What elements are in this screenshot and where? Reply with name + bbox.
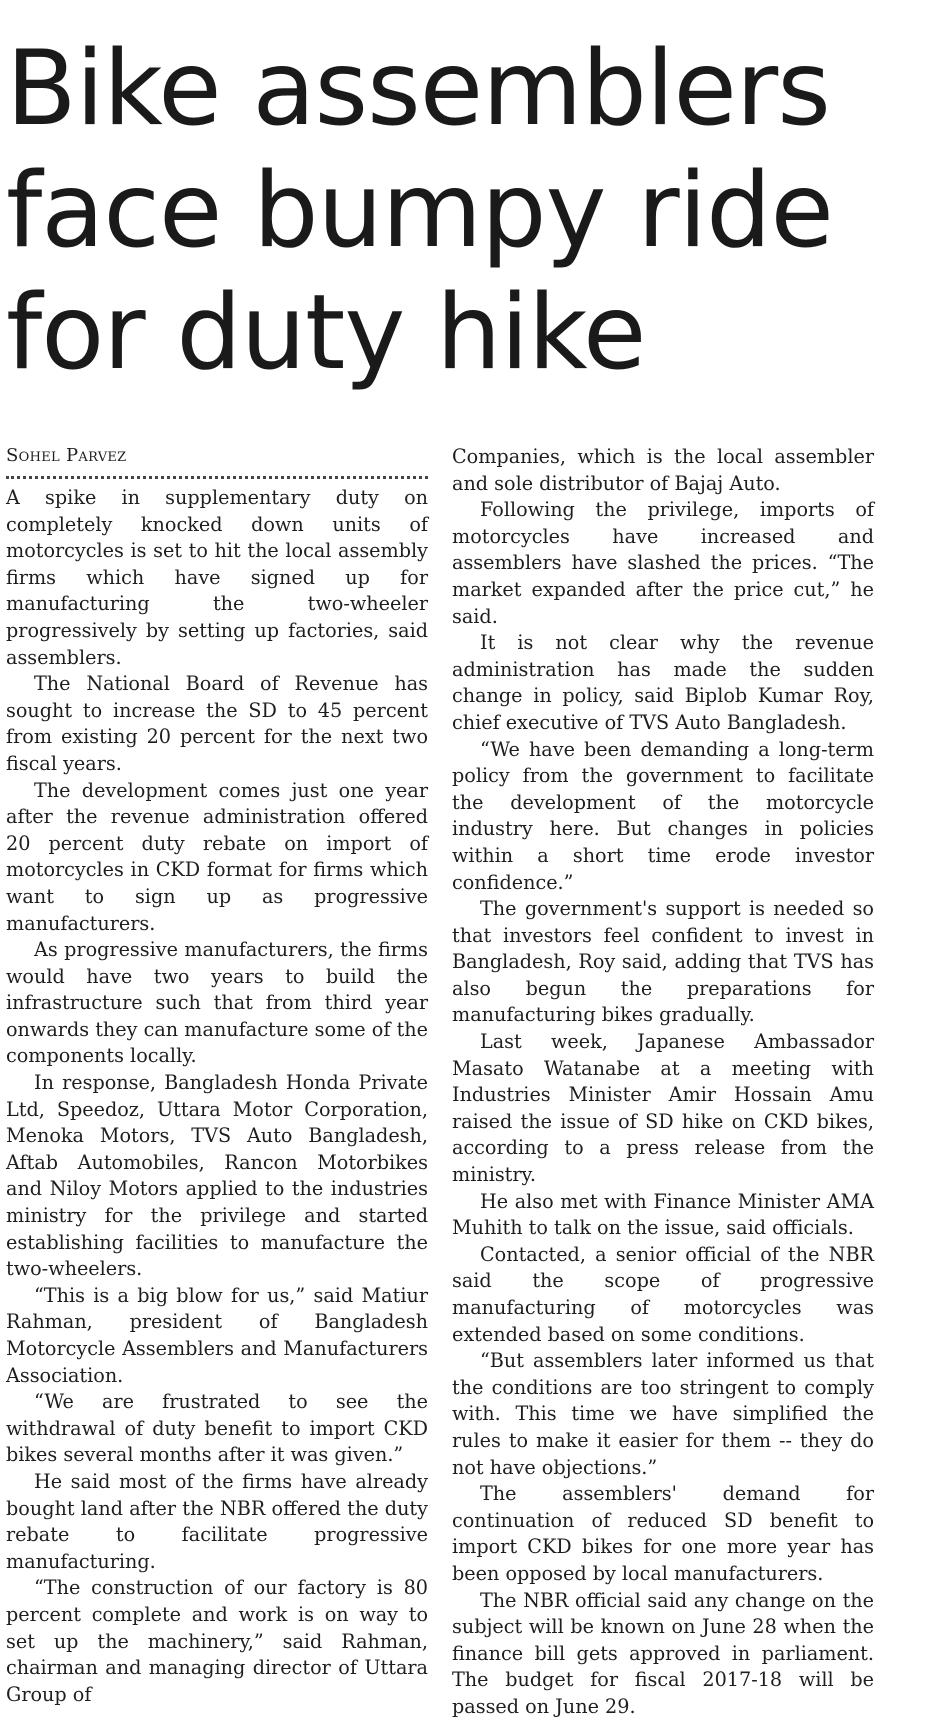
headline (6, 0, 879, 394)
headline-line: for duty hike (6, 273, 646, 393)
column-right (452, 444, 874, 1718)
paragraph: The NBR official said any change on the subject will be known on June 28 when the finance bill gets approved in parliament. The budget for fiscal 2017-18 will be passed on June 29. (452, 1588, 874, 1718)
paragraph: Companies, which is the local assembler and sole distributor of Bajaj Auto. (452, 445, 874, 495)
paragraph: “We are frustrated to see the withdrawal of duty benefit to import CKD bikes several months after it was given.” (6, 1390, 428, 1467)
paragraph: “We have been demanding a long-term policy from the government to facilitate the development of the motorcycle industry here. But changes in policies within a short time erode investor confidence.” (452, 737, 874, 894)
paragraph: Contacted, a senior official of the NBR said the scope of progressive manufacturing of motorcycles was extended based on some conditions. (452, 1242, 874, 1346)
headline-line: face bumpy ride (6, 151, 833, 271)
paragraph: It is not clear why the revenue administration has made the sudden change in policy, said Biplob Kumar Roy, chief executive of TVS Auto Bangladesh. (452, 631, 874, 734)
paragraph: The National Board of Revenue has sought to increase the SD to 45 percent from existing 20 percent for the next two fiscal years. (6, 672, 428, 775)
article-body (6, 444, 875, 1718)
paragraph: Last week, Japanese Ambassador Masato Watanabe at a meeting with Industries Minister Amir Hossain Amu raised the issue of SD hike on CKD bikes, according to a press release from the ministry. (452, 1030, 874, 1187)
paragraph: “But assemblers later informed us that the conditions are too stringent to comply with. This time we have simplified the rules to make it easier for them -- they do not have objections.” (452, 1349, 874, 1479)
paragraph: The assemblers' demand for continuation of reduced SD benefit to import CKD bikes for one more year has been opposed by local manufacturers. (452, 1482, 874, 1585)
paragraph: A spike in supplementary duty on completely knocked down units of motorcycles is set to hit the local assembly firms which have signed up for manufacturing the two-wheeler progressively by setting up factories, said assemblers. (6, 486, 428, 669)
paragraph: As progressive manufacturers, the firms would have two years to build the infrastructure such that from third year onwards they can manufacture some of the components locally. (6, 938, 428, 1068)
paragraph: He said most of the firms have already bought land after the NBR offered the duty rebate to facilitate progressive manufacturing. (6, 1469, 428, 1573)
paragraph: “This is a big blow for us,” said Matiur Rahman, president of Bangladesh Motorcycle Assemblers and Manufacturers Association. (6, 1283, 428, 1387)
paragraph: Following the privilege, imports of motorcycles have increased and assemblers have slashed the prices. “The market expanded after the price cut,” he said. (452, 498, 874, 628)
paragraph: The government's support is needed so that investors feel confident to invest in Bangladesh, Roy said, adding that TVS has also begun the preparations for manufacturing bikes gradually. (452, 897, 874, 1027)
byline-divider (6, 476, 428, 479)
byline: Sohel Parvez (6, 445, 127, 466)
paragraph: In response, Bangladesh Honda Private Ltd, Speedoz, Uttara Motor Corporation, Menoka Motors, TVS Auto Bangladesh, Aftab Automobiles, Rancon Motorbikes and Niloy Motors applied to the industries ministry for the privilege and started establishing facilities to manufacture the two-wheelers. (6, 1071, 428, 1281)
headline-line: Bike assemblers (6, 29, 830, 149)
paragraph: “The construction of our factory is 80 percent complete and work is on way to set up the machinery,” said Rahman, chairman and managing director of Uttara Group of (6, 1576, 428, 1706)
paragraph: The development comes just one year after the revenue administration offered 20 percent duty rebate on import of motorcycles in CKD format for firms which want to sign up as progressive manufacturers. (6, 778, 428, 935)
paragraph: He also met with Finance Minister AMA Muhith to talk on the issue, said officials. (452, 1189, 874, 1240)
column-left (6, 444, 428, 1706)
